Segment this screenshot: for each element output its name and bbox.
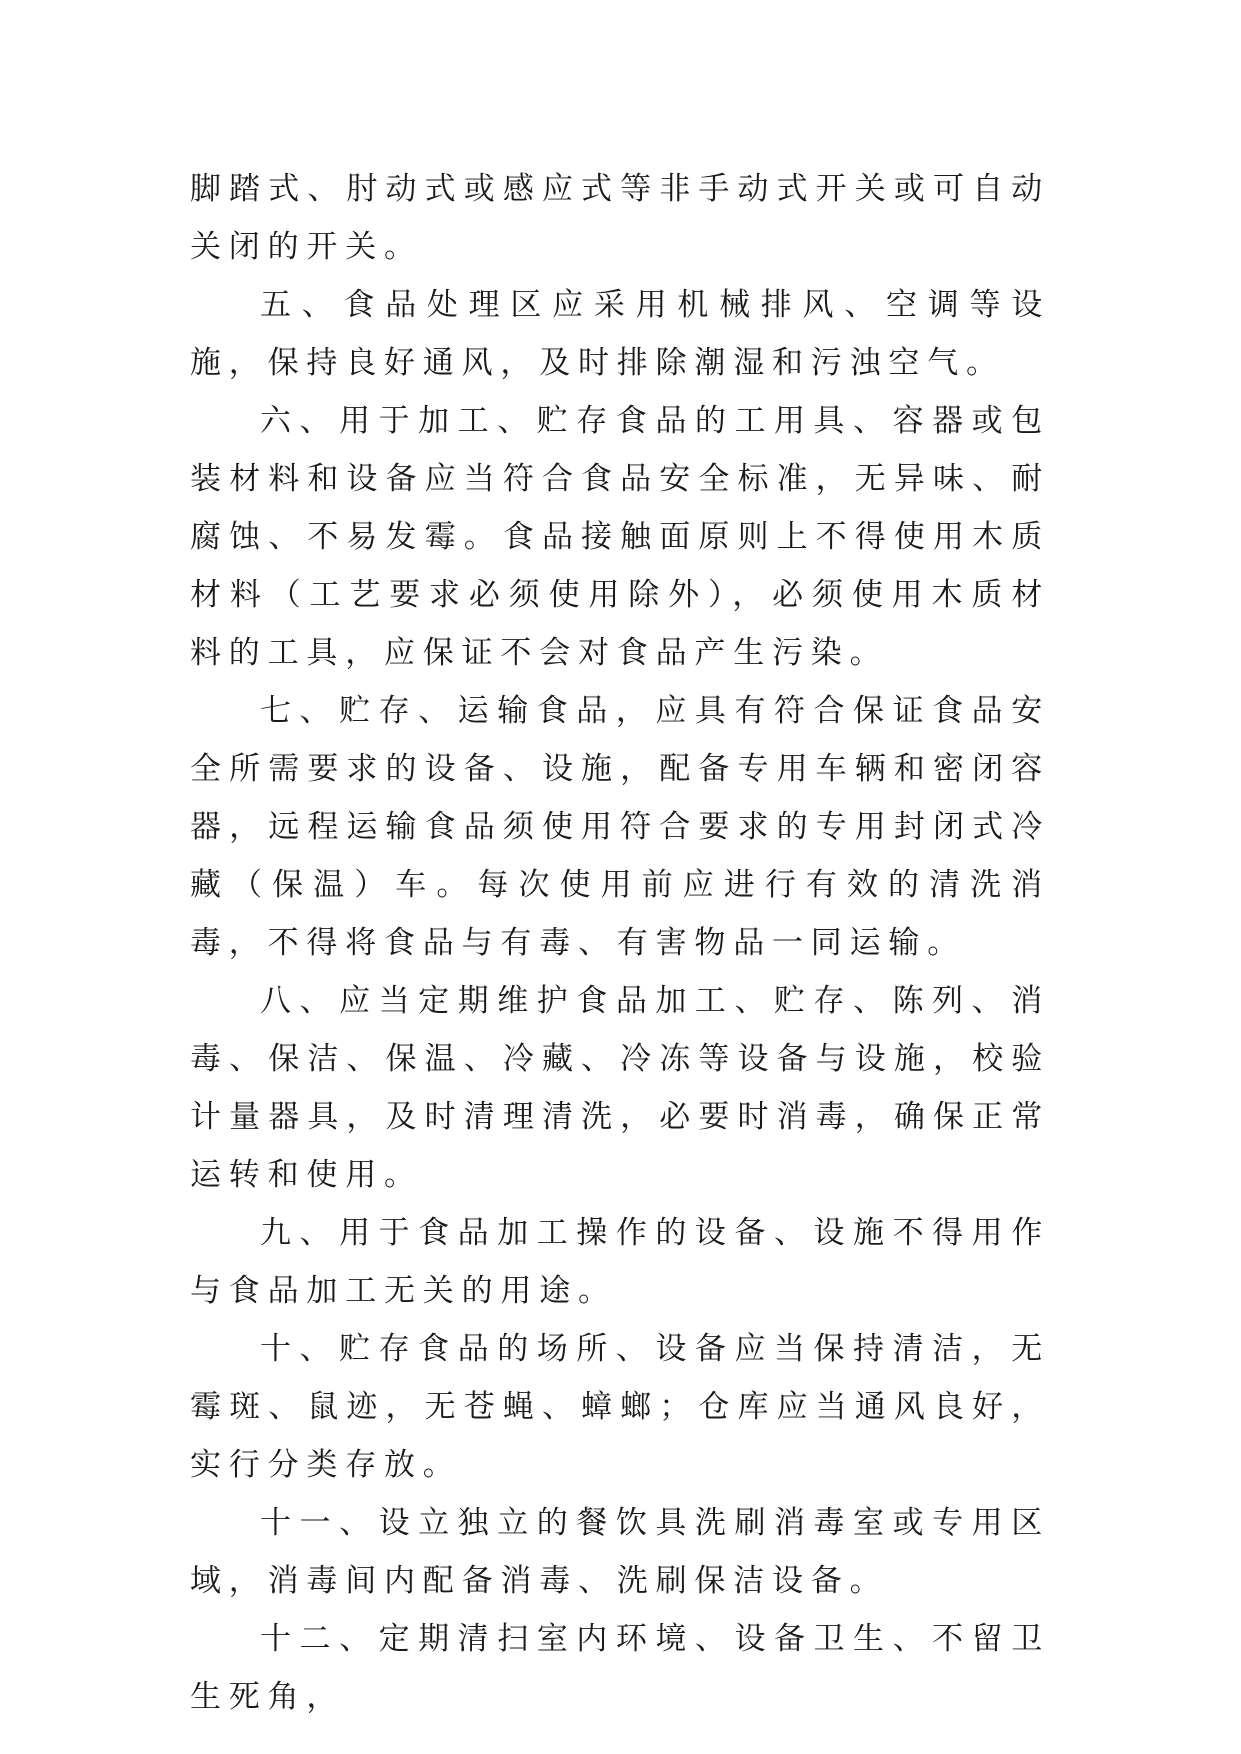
document-body [190, 160, 1050, 1726]
paragraph-item-7-storage-transport: 七、贮存、运输食品，应具有符合保证食品安全所需要求的设备、设施，配备专用车辆和密闭容器，远程运输食品须使用符合要求的专用封闭式冷藏（保温）车。每次使用前应进行有效的清洗消毒，不得将食品与有毒、有害物品一同运输。 [190, 693, 1050, 961]
paragraph-item-5-ventilation: 五、食品处理区应采用机械排风、空调等设施，保持良好通风，及时排除潮湿和污浊空气。 [190, 287, 1050, 381]
paragraph-item-12-cleaning: 十二、定期清扫室内环境、设备卫生、不留卫生死角， [190, 1621, 1050, 1715]
paragraph-item-11-disinfection-room: 十一、设立独立的餐饮具洗刷消毒室或专用区域，消毒间内配备消毒、洗刷保洁设备。 [190, 1505, 1050, 1599]
paragraph-item-10-storage-cleanliness: 十、贮存食品的场所、设备应当保持清洁，无霉斑、鼠迹，无苍蝇、蟑螂；仓库应当通风良好，实行分类存放。 [190, 1331, 1050, 1483]
paragraph-item-9-equipment-use: 九、用于食品加工操作的设备、设施不得用作与食品加工无关的用途。 [190, 1215, 1050, 1309]
paragraph-item-6-utensils: 六、用于加工、贮存食品的工用具、容器或包装材料和设备应当符合食品安全标准，无异味、耐腐蚀、不易发霉。食品接触面原则上不得使用木质材料（工艺要求必须使用除外），必须使用木质材料的工具，应保证不会对食品产生污染。 [190, 403, 1050, 671]
paragraph-item-8-maintenance: 八、应当定期维护食品加工、贮存、陈列、消毒、保洁、保温、冷藏、冷冻等设备与设施，校验计量器具，及时清理清洗，必要时消毒，确保正常运转和使用。 [190, 983, 1050, 1193]
paragraph-switch-continuation: 脚踏式、肘动式或感应式等非手动式开关或可自动关闭的开关。 [190, 171, 1050, 265]
